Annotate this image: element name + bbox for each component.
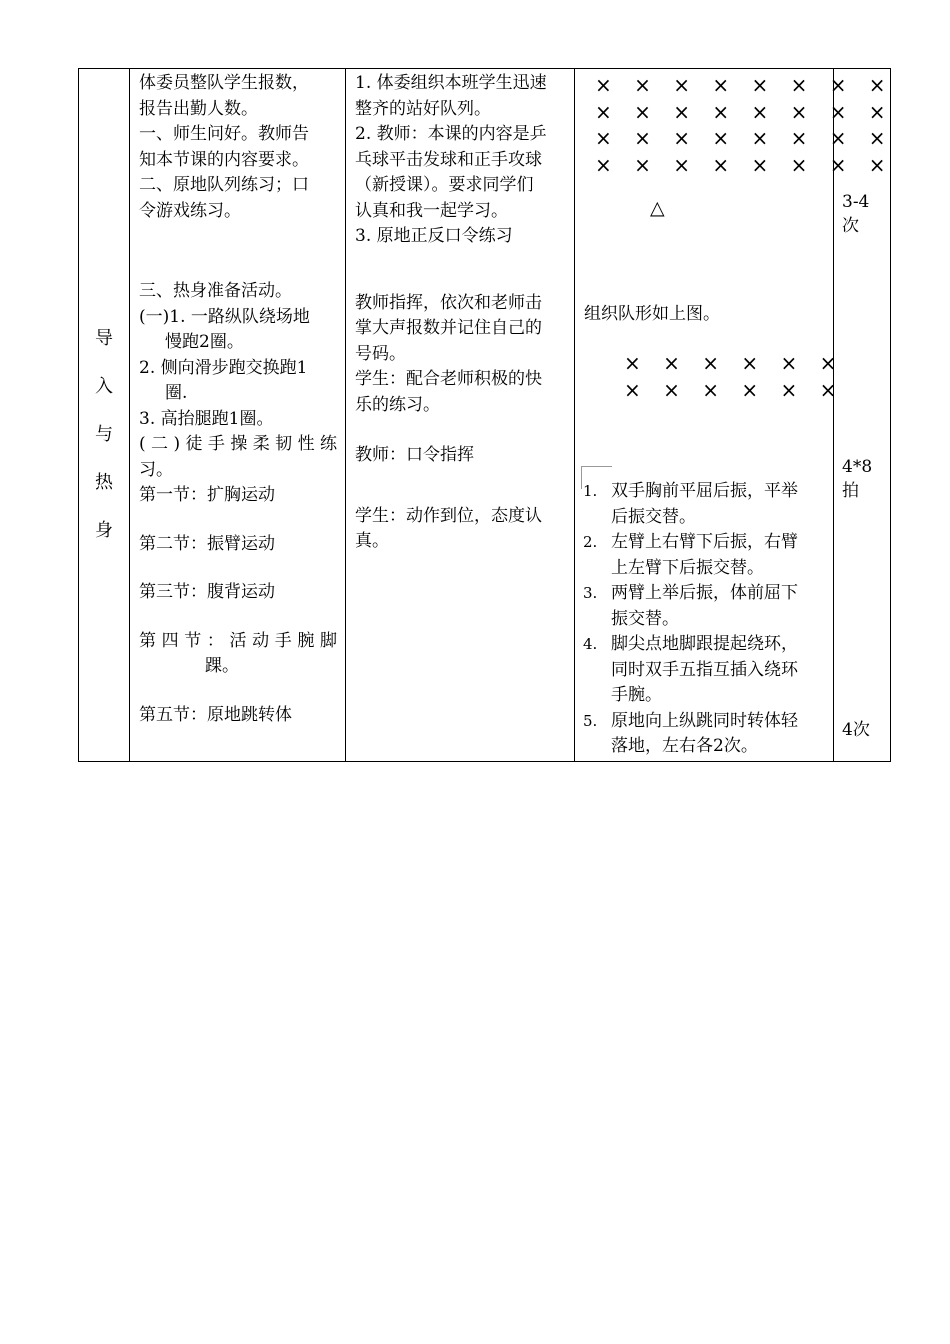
content-line: 2. 侧向滑步跑交换跑1 — [139, 357, 308, 378]
method-line: 乐的练习。 — [355, 394, 440, 415]
list-item — [583, 709, 823, 760]
content-line: 习。 — [139, 459, 173, 480]
formation-diagram-b — [624, 350, 844, 403]
student-requirement-line: 真。 — [355, 531, 389, 551]
list-item-text: 两臂上举后振，体前屈下 — [611, 583, 798, 603]
method-line: 掌大声报数并记住自己的 — [355, 318, 542, 338]
list-item-text: 上左臂下后振交替。 — [611, 557, 764, 578]
exercise-section-line: 第四节：活动手腕脚 — [139, 630, 337, 651]
count-label — [834, 718, 870, 742]
formation-row: × × × × × × × × — [595, 126, 894, 150]
count-label — [834, 455, 872, 503]
exercise-section-line: 第一节：扩胸运动 — [139, 485, 275, 505]
formation-row: × × × × × × × × — [595, 99, 894, 124]
method-line: 乓球平击发球和正手攻球 — [355, 149, 542, 170]
count-unit: 拍 — [842, 481, 859, 501]
content-line: (一)1. 一路纵队绕场地 — [139, 306, 310, 327]
section-char: 热 — [95, 472, 113, 493]
formation-row: × × × × × × — [624, 377, 845, 402]
student-requirement-line: 学生：动作到位，态度认 — [355, 505, 542, 526]
lesson-plan-table — [78, 68, 894, 762]
count-value: 4*8 — [842, 457, 873, 477]
method-line: 认真和我一起学习。 — [355, 200, 508, 221]
content-line: 报告出勤人数。 — [139, 98, 258, 119]
formation-row: × × × × × × × × — [595, 152, 894, 177]
list-item-text: 脚尖点地脚跟提起绕环， — [611, 634, 798, 654]
method-line: 教师指挥，依次和老师击 — [355, 292, 542, 313]
content-line: 圈. — [165, 383, 188, 403]
section-char: 与 — [95, 424, 113, 445]
method-line: （新授课）。要求同学们 — [355, 175, 534, 195]
exercise-section-line: 第三节：腹背运动 — [139, 582, 275, 602]
method-line: 3. 原地正反口令练习 — [355, 226, 513, 246]
content-line: 体委员整队学生报数， — [139, 73, 309, 93]
content-line: 令游戏练习。 — [139, 200, 241, 221]
section-char: 入 — [95, 376, 113, 397]
content-line: (二)徒手操柔韧性练 — [139, 434, 337, 454]
content-cell — [130, 69, 346, 762]
count-value: 4次 — [842, 720, 870, 740]
list-item — [583, 632, 823, 709]
table-row — [79, 69, 891, 762]
teacher-command-line: 教师：口令指挥 — [355, 445, 474, 465]
list-item-text: 同时双手五指互插入绕环 — [611, 659, 798, 680]
exercise-moves-list — [583, 479, 823, 760]
teacher-triangle-icon: △ — [650, 197, 665, 219]
content-line: 一、师生问好。教师告 — [139, 124, 309, 144]
content-line: 踝。 — [205, 656, 239, 676]
content-line: 慢跑2圈。 — [165, 332, 244, 352]
formation-row: × × × × × × — [624, 351, 845, 375]
section-char: 导 — [95, 328, 113, 349]
list-item — [583, 479, 823, 530]
list-item-text: 手腕。 — [611, 685, 662, 705]
list-item-number: 4. — [583, 635, 598, 653]
list-item — [583, 581, 823, 632]
list-item-text: 左臂上右臂下后振，右臂 — [611, 532, 798, 552]
list-item — [583, 530, 823, 581]
content-line: 二、原地队列练习；口 — [139, 175, 309, 195]
list-item-number: 1. — [583, 482, 598, 500]
section-title — [95, 315, 113, 555]
list-item-number: 3. — [583, 584, 598, 602]
list-item-number: 2. — [583, 533, 598, 551]
list-item-text: 双手胸前平屈后振，平举 — [611, 481, 798, 501]
counts-cell — [834, 69, 891, 762]
method-line: 2. 教师：本课的内容是乒 — [355, 124, 547, 144]
count-unit: 次 — [842, 216, 859, 236]
warmup-heading: 三、热身准备活动。 — [139, 281, 292, 301]
count-label — [834, 190, 869, 238]
method-line: 整齐的站好队列。 — [355, 98, 491, 119]
exercise-section-line: 第二节：振臂运动 — [139, 533, 275, 554]
content-line: 3. 高抬腿跑1圈。 — [139, 408, 274, 429]
formation-row: × × × × × × × × — [595, 73, 894, 97]
exercise-section-line: 第五节：原地跳转体 — [139, 704, 292, 725]
count-value: 3-4 — [842, 192, 870, 212]
section-cell — [79, 69, 130, 762]
list-item-number: 5. — [583, 711, 598, 730]
section-char: 身 — [95, 520, 113, 541]
list-item-text: 后振交替。 — [611, 506, 696, 527]
content-line: 知本节课的内容要求。 — [139, 149, 309, 170]
list-item-text: 振交替。 — [611, 608, 679, 629]
list-item-text: 原地向上纵跳同时转体轻 — [611, 710, 798, 731]
methods-cell — [346, 69, 575, 762]
formation-note: 组织队形如上图。 — [584, 304, 720, 324]
method-line: 学生：配合老师积极的快 — [355, 369, 542, 389]
method-line: 1. 体委组织本班学生迅速 — [355, 73, 547, 93]
list-item-text: 落地，左右各2次。 — [611, 736, 758, 756]
method-line: 号码。 — [355, 343, 406, 364]
